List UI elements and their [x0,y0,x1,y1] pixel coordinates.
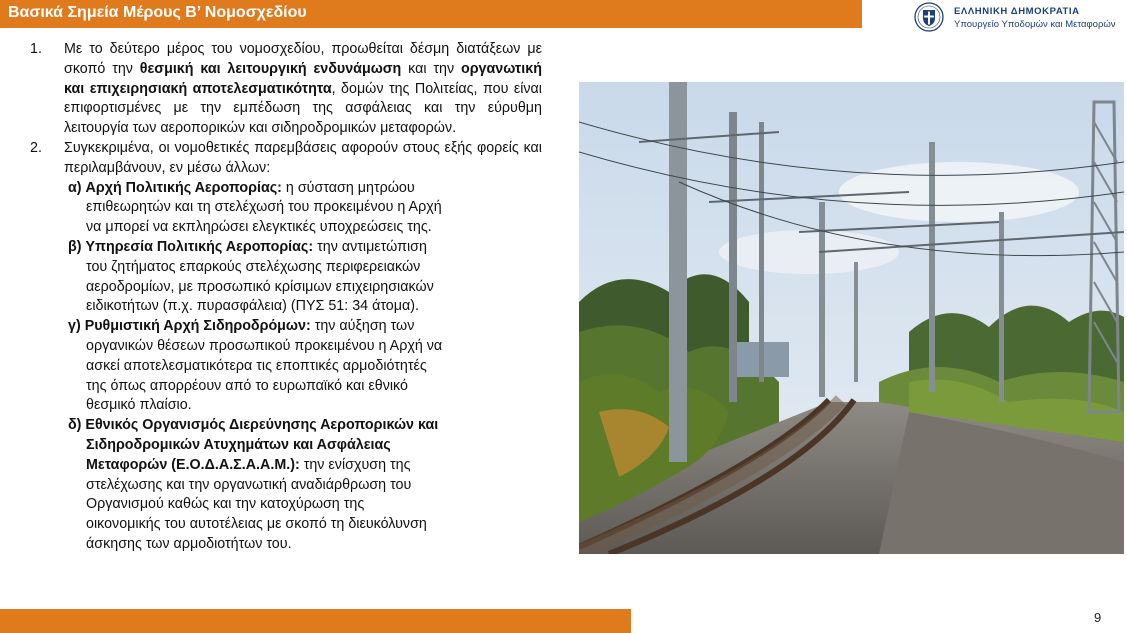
sub-item-a [30,179,498,238]
greek-coat-of-arms-icon [914,2,944,32]
ministry-logo [914,2,1124,34]
list-number: 1. [30,41,42,57]
footer-bar [0,609,631,633]
sub-item-c [30,317,498,416]
sub-text-line: οικονομικής του αυτοτέλειας με σκοπό τη διευκόλυνση [86,516,427,533]
sub-lead: Υπηρεσία Πολιτικής Αεροπορίας: [85,238,314,255]
sub-text-line: θεσμικό πλαίσιο. [86,397,192,414]
sub-text-line: αεροδρομίων, με προσωπικό κρίσιμων επιχειρησιακών [86,278,434,295]
sub-label: β) [68,238,82,255]
sub-label: δ) [68,417,82,434]
item-text: Με το δεύτερο μέρος του νομοσχεδίου, προωθείται δέσμη διατάξεων με σκοπό την [64,41,542,77]
list-item-2 [30,139,542,179]
sub-text-line: να μπορεί να εκπληρώσει ελεγκτικές υποχρεώσεις της. [86,219,432,236]
sub-text-line: του ζητήματος επαρκούς στελέχωσης περιφερειακών [86,258,421,275]
sub-label: α) [68,179,82,196]
item-text: Συγκεκριμένα, οι νομοθετικές παρεμβάσεις αφορούν στους εξής φορείς και περιλαμβάνουν, εν μέσω άλλων: [64,139,542,176]
sub-text-line: ασκεί αποτελεσματικότερα τις εποπτικές αρμοδιότητές [86,357,427,374]
sub-lead: Εθνικός Οργανισμός Διερεύνησης Αεροπορικών και [85,417,439,434]
main-content [30,40,542,555]
sub-text: την αντιμετώπιση [313,238,427,255]
sub-text-line: της όπως απορρέουν από το ευρωπαϊκό και εθνικό [86,377,408,394]
sub-text-line: επιθεωρητών και τη στελέχωσή του προκειμένου η Αρχή [86,199,442,216]
sub-text-line: οργανικών θέσεων προσωπικού προκειμένου η Αρχή να [86,337,443,354]
sub-lead: Αρχή Πολιτικής Αεροπορίας: [85,179,282,196]
logo-ministry-name: Υπουργείο Υποδομών και Μεταφορών [954,19,1116,30]
sub-text: την ενίσχυση της [299,456,411,473]
item-text: και την [401,60,461,77]
sub-lead: Ρυθμιστική Αρχή Σιδηροδρόμων: [84,318,311,335]
sub-text: η σύσταση μητρώου [281,179,415,196]
sub-text-line: ειδικοτήτων (π.χ. πυρασφάλεια) (ΠΥΣ 51: 34 άτομα). [86,298,419,315]
logo-country-name: ΕΛΛΗΝΙΚΗ ΔΗΜΟΚΡΑΤΙΑ [954,6,1080,17]
sub-item-b [30,238,498,317]
sub-text-line: στελέχωσης και την οργανωτική αναδιάρθρωση του [86,476,412,493]
sub-lead: Σιδηροδρομικών Ατυχημάτων και Ασφάλειας [86,436,391,453]
item-emphasis: θεσμική και λειτουργική ενδυνάμωση [139,60,402,77]
title-bar [0,0,862,28]
sub-text: την αύξηση των [310,318,415,335]
page-number: 9 [1094,610,1102,625]
sub-text-line: άσκησης των αρμοδιοτήτων του. [86,535,292,552]
item-text: , δομών της Πολιτείας, που είναι επιφορτισμένες με την εμπέδωση της ασφάλειας και την εύρυθμη λειτουργία των αεροπορικών και σιδηροδρομικών μεταφορών. [64,80,542,137]
sub-label: γ) [68,318,81,335]
sub-text-line: Οργανισμού καθώς και την κατοχύρωση της [86,496,365,513]
sub-lead: Μεταφορών (Ε.Ο.Δ.Α.Σ.Α.Α.Μ.): [86,456,300,473]
list-number: 2. [30,139,42,156]
list-item-1 [30,40,542,139]
sub-item-d [30,416,498,555]
item-emphasis: οργανωτική και επιχειρησιακή αποτελεσματικότητα [64,60,542,97]
page-title: Βασικά Σημεία Μέρους Β’ Νομοσχεδίου [8,4,307,21]
railway-photo [579,82,1124,554]
